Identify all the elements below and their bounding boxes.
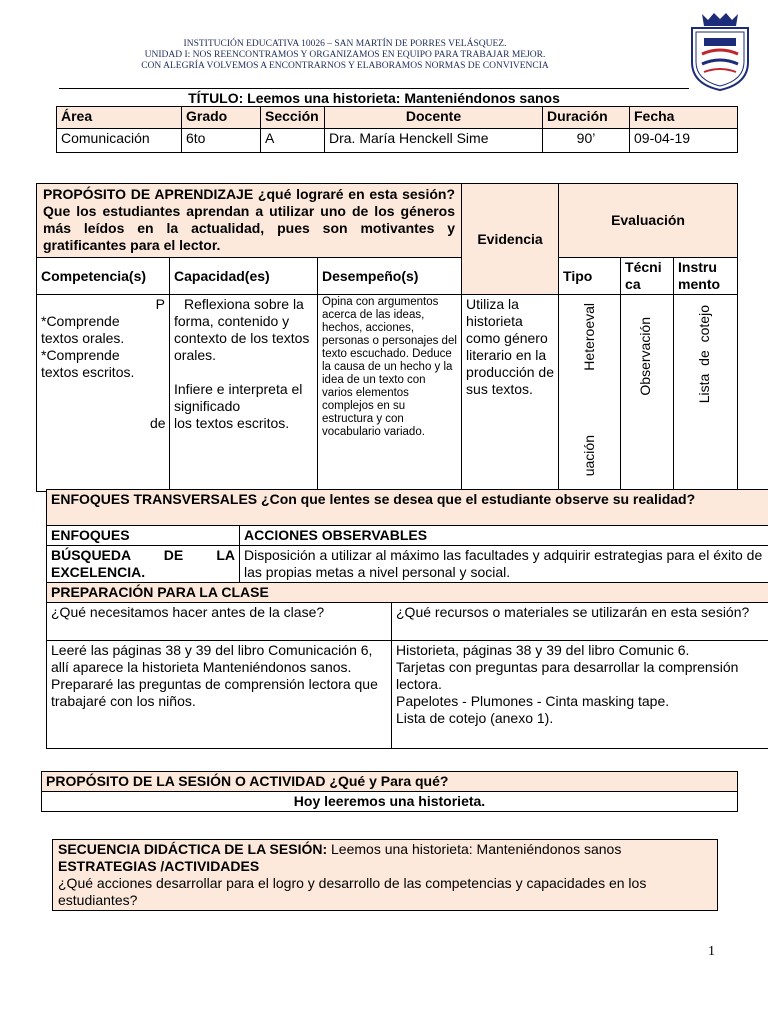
- desempeno-col-header: Desempeño(s): [318, 258, 462, 295]
- info-header-grado: Grado: [182, 107, 261, 129]
- secuencia-label: SECUENCIA DIDÁCTICA DE LA SESIÓN:: [58, 841, 328, 857]
- recurso-4: Lista de cotejo (anexo 1).: [396, 710, 554, 726]
- preparacion-answer-2: [392, 641, 768, 749]
- preparacion-header: PREPARACIÓN PARA LA CLASE: [47, 583, 768, 603]
- capacidad-col-header: Capacidad(es): [170, 258, 318, 295]
- enfoque-busqueda: BÚSQUEDA DE LA EXCELENCIA.: [47, 546, 240, 583]
- session-title: TÍTULO: Leemos una historieta: Manteniéndonos sanos: [188, 90, 560, 106]
- competencia-text: *Comprende textos orales. *Comprende textos escritos.: [41, 313, 135, 380]
- tipo-cell: [559, 295, 621, 492]
- capacidad-text-3: los textos escritos.: [174, 415, 290, 431]
- header-line-3: CON ALEGRÍA VOLVEMOS A ENCONTRARNOS Y ELABORAMOS NORMAS DE CONVIVENCIA: [141, 61, 549, 71]
- tecnica-cell: [621, 295, 674, 492]
- info-header-docente: Docente: [325, 107, 543, 129]
- secuencia-heading: [58, 841, 712, 858]
- info-table: [56, 106, 738, 153]
- competencia-p: P: [155, 296, 165, 312]
- header-line-1: INSTITUCIÓN EDUCATIVA 10026 – SAN MARTÍN DE PORRES VELÁSQUEZ.: [183, 39, 507, 49]
- proposito-aprendizaje-table: [36, 183, 738, 492]
- preparacion-answer-1-p2: Prepararé las preguntas de comprensión lectora que trabajaré con los niños.: [51, 676, 378, 709]
- evaluacion-header: Evaluación: [559, 184, 738, 258]
- tipo-vertical-text: Heteroeval: [581, 303, 598, 371]
- secuencia-title: Leemos una historieta: Manteniéndonos sanos: [327, 841, 622, 857]
- evidencia-cell: Utiliza la historieta como género literario en la producción de sus textos.: [462, 295, 559, 492]
- page-number: 1: [708, 944, 715, 959]
- competencia-col-header: Competencia(s): [37, 258, 170, 295]
- desempeno-cell: Opina con argumentos acerca de las ideas, hechos, acciones, personas o personajes del texto escuchado. Deduce la causa de un hecho y la idea de un texto con varios elementos complejos en su estructura y con vocabulario variado.: [318, 295, 462, 492]
- preparacion-answer-1: [47, 641, 392, 749]
- tipo-col-header: Tipo: [559, 258, 621, 295]
- proposito-sesion-header: PROPÓSITO DE LA SESIÓN O ACTIVIDAD ¿Qué y Para qué?: [42, 772, 738, 792]
- info-header-fecha: Fecha: [630, 107, 738, 129]
- tecnica-vertical-text: Observación: [637, 317, 654, 396]
- proposito-aprendizaje-question: PROPÓSITO DE APRENDIZAJE ¿qué lograré en esta sesión? Que los estudiantes aprendan a utilizar uno de los géneros más leídos en la actualidad, pues son motivantes y gratificantes para el lector.: [37, 184, 462, 258]
- school-crest-icon: [688, 10, 752, 92]
- info-value-area: Comunicación: [57, 129, 182, 153]
- title-rule: [59, 88, 689, 89]
- preparacion-question-1: ¿Qué necesitamos hacer antes de la clase?: [47, 603, 392, 641]
- instrumento-cell: [674, 295, 738, 492]
- preparacion-answer-1-p1: Leeré las páginas 38 y 39 del libro Comunicación 6, allí aparece la historieta Manteniéndonos sanos.: [51, 642, 373, 675]
- accion-observable: Disposición a utilizar al máximo las facultades y adquirir estrategias para el éxito de las propias metas a nivel personal y social.: [240, 546, 768, 583]
- evidencia-header: Evidencia: [462, 184, 559, 295]
- preparacion-question-2: ¿Qué recursos o materiales se utilizarán en esta sesión?: [392, 603, 768, 641]
- recurso-3: Papelotes - Plumones - Cinta masking tape.: [396, 693, 670, 709]
- capacidad-de: de: [150, 415, 166, 431]
- info-value-seccion: A: [261, 129, 325, 153]
- proposito-sesion-table: [41, 771, 738, 812]
- estrategias-label: ESTRATEGIAS /ACTIVIDADES: [58, 858, 260, 874]
- info-header-seccion: Sección: [261, 107, 325, 129]
- enfoques-col-header: ENFOQUES: [47, 526, 240, 546]
- capacidad-text-2: Infiere e interpreta el significado: [174, 381, 303, 414]
- info-value-duracion: 90’: [543, 129, 630, 153]
- tecnica-col-header: Técni ca: [621, 258, 674, 295]
- secuencia-question: ¿Qué acciones desarrollar para el logro y desarrollo de las competencias y capacidades en los estudiantes?: [58, 875, 647, 908]
- proposito-sesion-text: Hoy leeremos una historieta.: [42, 792, 738, 812]
- acciones-col-header: ACCIONES OBSERVABLES: [240, 526, 768, 546]
- recurso-2: Tarjetas con preguntas para desarrollar la comprensión lectora.: [396, 659, 739, 692]
- info-header-duracion: Duración: [543, 107, 630, 129]
- enfoques-table: [46, 489, 768, 749]
- school-header: [120, 39, 570, 72]
- tipo-vertical-text-2: uación: [581, 435, 598, 477]
- competencia-cell: [37, 295, 170, 492]
- instrumento-vertical-text: Lista de cotejo: [696, 305, 713, 404]
- enfoques-question: ENFOQUES TRANSVERSALES ¿Con que lentes se desea que el estudiante observe su realidad?: [47, 490, 768, 526]
- capacidad-text-1: Reflexiona sobre la forma, contenido y contexto de los textos orales.: [174, 296, 310, 363]
- instrumento-col-header: Instru mento: [674, 258, 738, 295]
- secuencia-table: [52, 839, 718, 911]
- capacidad-cell: [150, 295, 318, 492]
- info-value-fecha: 09-04-19: [630, 129, 738, 153]
- info-header-area: Área: [57, 107, 182, 129]
- header-line-2: UNIDAD I: NOS REENCONTRAMOS Y ORGANIZAMOS EN EQUIPO PARA TRABAJAR MEJOR.: [144, 50, 546, 60]
- recurso-1: Historieta, páginas 38 y 39 del libro Comunic 6.: [396, 642, 690, 658]
- info-value-docente: Dra. María Henckell Sime: [325, 129, 543, 153]
- info-value-grado: 6to: [182, 129, 261, 153]
- secuencia-cell: [53, 840, 718, 911]
